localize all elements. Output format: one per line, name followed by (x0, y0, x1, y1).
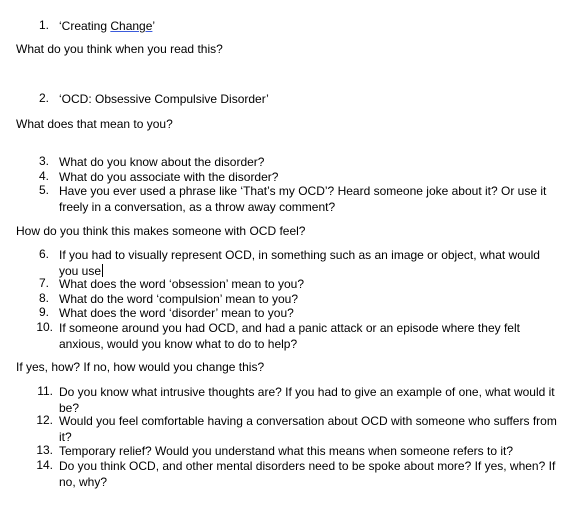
item-number: 5. (38, 183, 49, 197)
item-text: What do the word ‘compulsion’ mean to you? (59, 292, 299, 306)
item-number: 4. (38, 169, 49, 183)
item-number: 7. (38, 276, 49, 290)
item-text (59, 247, 544, 279)
item-text: Do you know what intrusive thoughts are? If you had to give an example of one, what would it be? (59, 385, 555, 415)
item-number: 9. (38, 305, 49, 319)
item-text-part: ‘Creating (59, 19, 111, 33)
paragraph: What does that mean to you? (16, 117, 173, 131)
item-text: Would you feel comfortable having a conversation about OCD with someone who suffers from it? (59, 414, 557, 444)
item-number: 10. (36, 320, 53, 334)
item-text: What do you know about the disorder? (59, 155, 265, 169)
item-number: 14. (36, 458, 53, 472)
item-text: What do you associate with the disorder? (59, 170, 279, 184)
item-number: 13. (36, 443, 53, 457)
item-number: 11. (37, 384, 53, 398)
item-text: What does the word ‘disorder’ mean to you? (59, 306, 294, 320)
item-text: Have you ever used a phrase like ‘That’s my OCD’? Heard someone joke about it? Or use it freely in a conversation, as a throw away comment? (59, 184, 547, 214)
item-text: What does the word ‘obsession’ mean to you? (59, 277, 305, 291)
paragraph: If yes, how? If no, how would you change this? (16, 360, 265, 374)
paragraph: What do you think when you read this? (16, 42, 223, 56)
item-number: 1. (38, 18, 49, 32)
item-number: 6. (38, 247, 49, 261)
item-text: ‘OCD: Obsessive Compulsive Disorder’ (59, 92, 269, 106)
item-text: Do you think OCD, and other mental disorders need to be spoke about more? If yes, when? If no, why? (59, 459, 556, 489)
item-number: 2. (38, 91, 49, 105)
paragraph: How do you think this makes someone with OCD feel? (16, 224, 306, 238)
item-number: 12. (36, 413, 53, 427)
item-text: Temporary relief? Would you understand what this means when someone refers to it? (59, 444, 514, 458)
spellcheck-underlined-word: Change (110, 19, 153, 33)
item-text: If someone around you had OCD, and had a panic attack or an episode where they felt anxious, would you know what to do to help? (59, 321, 520, 351)
item-text-part: ’ (152, 19, 156, 33)
item-text-part: If you had to visually represent OCD, in something such as an image or object, what would you use (59, 248, 540, 278)
item-number: 3. (38, 154, 49, 168)
item-text (59, 18, 559, 34)
item-number: 8. (38, 291, 49, 305)
